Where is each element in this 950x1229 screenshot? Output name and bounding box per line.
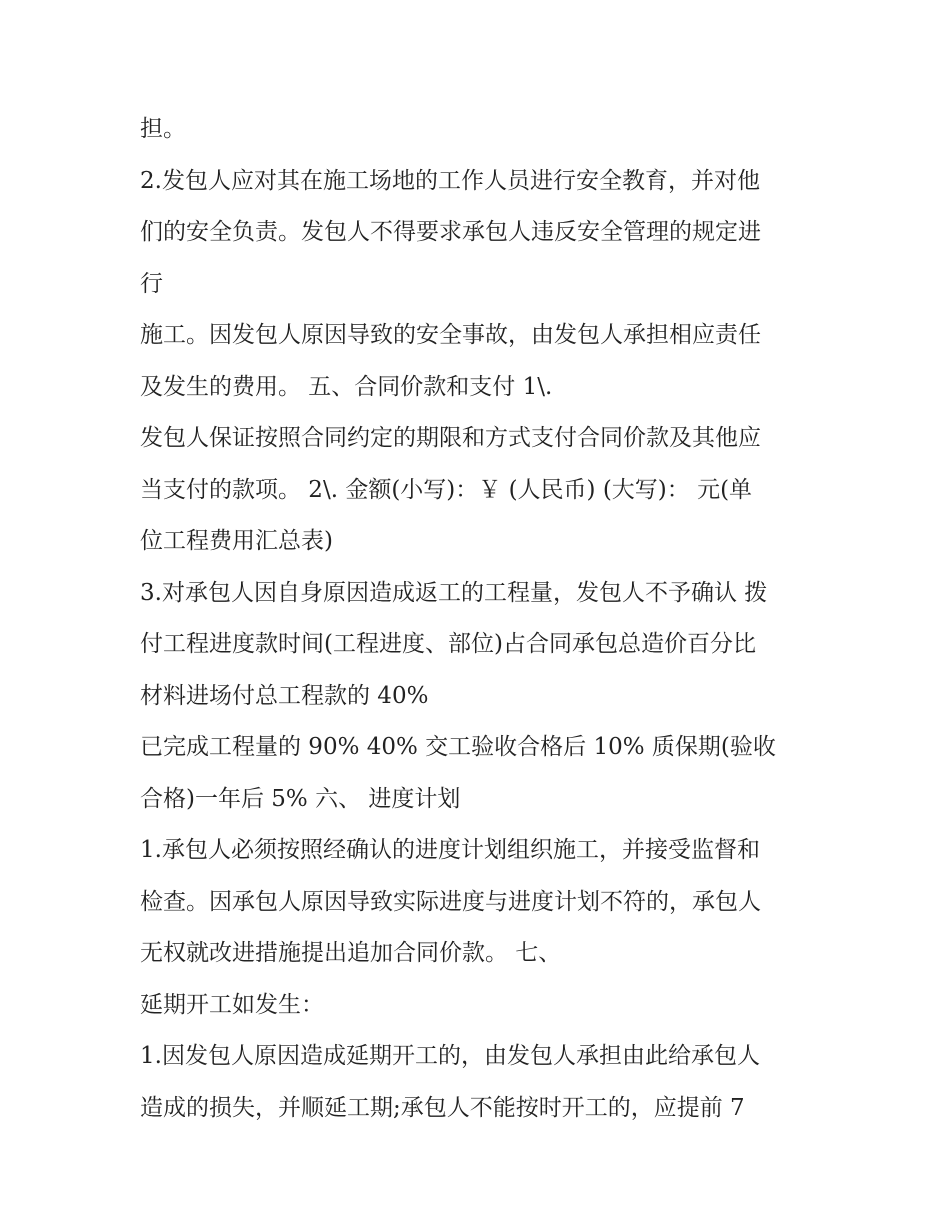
text-line: 们的安全负责。发包人不得要求承包人违反安全管理的规定进	[140, 219, 761, 245]
text-line: 发包人保证按照合同约定的期限和方式支付合同价款及其他应	[140, 425, 761, 451]
text-line: 付工程进度款时间(工程进度、部位)占合同承包总造价百分比	[140, 631, 756, 657]
text-line: 担。	[140, 116, 186, 142]
text-line: 材料进场付总工程款的 40%	[140, 682, 429, 709]
text-line: 1.承包人必须按照经确认的进度计划组织施工，并接受监督和	[140, 837, 760, 863]
text-line: 3.对承包人因自身原因造成返工的工程量，发包人不予确认 拨	[140, 579, 768, 606]
text-line: 行	[140, 270, 163, 297]
text-line: 1.因发包人原因造成延期开工的，由发包人承担由此给承包人	[140, 1043, 760, 1069]
text-line: 当支付的款项。 2\. 金额(小写)：￥ (人民币) (大写)： 元(单	[140, 476, 753, 503]
text-line: 延期开工如发生：	[140, 991, 324, 1018]
text-line: 及发生的费用。 五、合同价款和支付 1\.	[140, 373, 553, 400]
text-line: 造成的损失，并顺延工期;承包人不能按时开工的，应提前 7	[140, 1094, 745, 1121]
text-line: 已完成工程量的 90% 40% 交工验收合格后 10% 质保期(验收	[140, 734, 776, 760]
text-line: 合格)一年后 5% 六、 进度计划	[140, 785, 461, 812]
text-line: 2.发包人应对其在施工场地的工作人员进行安全教育，并对他	[140, 167, 760, 194]
text-line: 无权就改进措施提出追加合同价款。 七、	[140, 940, 562, 966]
text-line: 检查。因承包人原因导致实际进度与进度计划不符的，承包人	[140, 888, 761, 915]
text-line: 位工程费用汇总表)	[140, 528, 333, 554]
document-body	[140, 104, 840, 1134]
text-line: 施工。因发包人原因导致的安全事故，由发包人承担相应责任	[140, 322, 761, 348]
